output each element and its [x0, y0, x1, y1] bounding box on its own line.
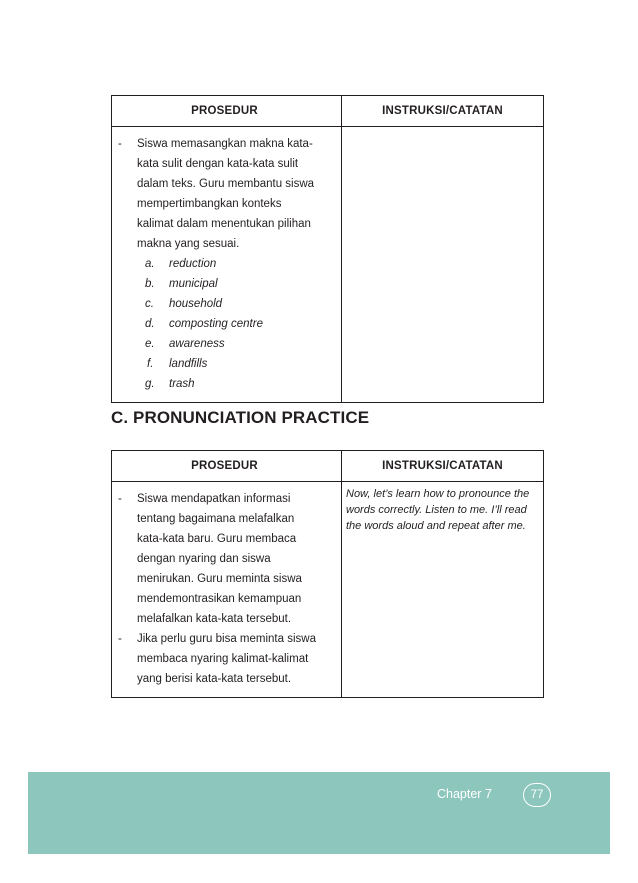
list-word: landfills: [169, 358, 208, 370]
footer-band: [28, 772, 610, 854]
list-item: [137, 314, 337, 334]
pronunciation-procedure-table: [111, 450, 544, 698]
bullet-dash: -: [118, 633, 122, 645]
notes-text: [342, 127, 543, 135]
vocabulary-procedure-table: [111, 95, 544, 403]
notes-cell: [342, 482, 544, 698]
note-line: words correctly. Listen to me. I’ll read: [346, 504, 527, 516]
procedure-line: menirukan. Guru meminta siswa: [137, 573, 302, 585]
procedure-line: mendemontrasikan kemampuan: [137, 593, 302, 605]
procedure-line: dengan nyaring dan siswa: [137, 553, 271, 565]
chapter-label: Chapter 7: [437, 787, 492, 801]
procedure-line: Jika perlu guru bisa meminta siswa: [137, 633, 316, 645]
header-prosedur: PROSEDUR: [112, 96, 342, 127]
note-line: the words aloud and repeat after me.: [346, 520, 526, 532]
header-instruksi-catatan: INSTRUKSI/CATATAN: [342, 451, 544, 482]
table-row: [112, 127, 544, 403]
list-letter: e.: [145, 338, 155, 350]
procedure-line: membaca nyaring kalimat-kalimat: [137, 653, 309, 665]
procedure-line: dalam teks. Guru membantu siswa: [137, 178, 315, 190]
table-header-row: [112, 451, 544, 482]
notes-text: [342, 482, 543, 538]
section-title: C. PRONUNCIATION PRACTICE: [111, 408, 370, 427]
vocabulary-list: [137, 254, 337, 394]
list-item: [137, 334, 337, 354]
list-item: [137, 274, 337, 294]
procedure-line: tentang bagaimana melafalkan: [137, 513, 295, 525]
list-item: [137, 374, 337, 394]
table-header-row: [112, 96, 544, 127]
bullet-dash: -: [118, 138, 122, 150]
list-word: municipal: [169, 278, 218, 290]
procedure-line: kata sulit dengan kata-kata sulit: [137, 158, 299, 170]
list-item: [137, 254, 337, 274]
list-letter: b.: [145, 278, 155, 290]
list-item: [137, 354, 337, 374]
procedure-line: Siswa mendapatkan informasi: [137, 493, 291, 505]
list-item: [137, 294, 337, 314]
procedure-line: Siswa memasangkan makna kata-: [137, 138, 313, 150]
procedure-bullet: [118, 489, 337, 629]
procedure-cell: [112, 482, 342, 698]
page-number: 77: [523, 783, 551, 807]
procedure-line: kalimat dalam menentukan pilihan: [137, 218, 311, 230]
list-word: household: [169, 298, 223, 310]
list-word: trash: [169, 378, 195, 390]
list-word: awareness: [169, 338, 225, 350]
header-prosedur: PROSEDUR: [112, 451, 342, 482]
list-letter: g.: [145, 378, 155, 390]
procedure-line: melafalkan kata-kata tersebut.: [137, 613, 292, 625]
header-instruksi-catatan: INSTRUKSI/CATATAN: [342, 96, 544, 127]
procedure-cell: [112, 127, 342, 403]
list-letter: a.: [145, 258, 155, 270]
procedure-line: makna yang sesuai.: [137, 238, 240, 250]
procedure-line: mempertimbangkan konteks: [137, 198, 282, 210]
note-line: Now, let’s learn how to pronounce the: [346, 488, 530, 500]
list-letter: f.: [147, 358, 154, 370]
procedure-bullet: [118, 629, 337, 689]
procedure-line: kata-kata baru. Guru membaca: [137, 533, 297, 545]
bullet-dash: -: [118, 493, 122, 505]
notes-cell: [342, 127, 544, 403]
list-word: composting centre: [169, 318, 263, 330]
table-row: [112, 482, 544, 698]
procedure-bullet: [118, 134, 337, 254]
list-letter: d.: [145, 318, 155, 330]
list-letter: c.: [145, 298, 154, 310]
list-word: reduction: [169, 258, 217, 270]
procedure-line: yang berisi kata-kata tersebut.: [137, 673, 292, 685]
